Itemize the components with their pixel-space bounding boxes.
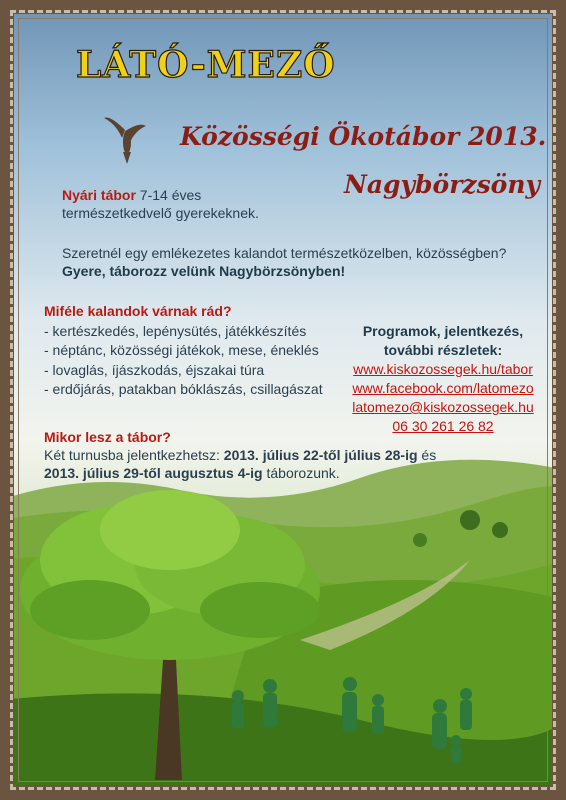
invitation-text: Szeretnél egy emlékezetes kalandot természetközelben, közösségben? Gyere, táborozz velünk Nagybörzsönyben! [62,245,507,279]
location-heading: Nagybörzsöny [344,170,541,199]
email-link[interactable]: latomezo@kiskozossegek.hu [352,399,534,415]
dates-heading: Mikor lesz a tábor? [44,429,171,445]
intro-text: Nyári tábor 7-14 éves természetkedvelő gyerekeknek. [62,187,259,221]
dates-section: Mikor lesz a tábor? Két turnusba jelentkezhetsz: 2013. július 22-től július 28-ig és 2013. július 29-től augusztus 4-ig táborozunk. [44,428,444,482]
adventure-item: - lovaglás, íjászkodás, éjszakai túra [44,361,265,378]
adventure-item: - kertészkedés, lepénysütés, játékkészítés [44,322,307,339]
poster-title: LÁTÓ-MEZŐ [76,44,336,86]
facebook-link[interactable]: www.facebook.com/latomezo [352,380,534,396]
intro-highlight: Nyári tábor [62,187,136,203]
eagle-icon [104,118,146,165]
contact-box: Programok, jelentkezés, további részletek: www.kiskozossegek.hu/tabor www.facebook.com/latomezo latomezo@kiskozossegek.hu 06 30 261 26 82 [348,322,538,436]
poster-subtitle: Közösségi Ökotábor 2013. [180,122,547,151]
adventures-heading: Miféle kalandok várnak rád? [44,303,232,319]
adventure-item: - néptánc, közösségi játékok, mese, éneklés [44,342,319,358]
adventures-section [44,302,344,400]
website-link[interactable]: www.kiskozossegek.hu/tabor [353,361,533,377]
phone-link[interactable]: 06 30 261 26 82 [392,418,494,434]
adventure-item: - erdőjárás, patakban bóklászás, csillagászat [44,381,323,397]
